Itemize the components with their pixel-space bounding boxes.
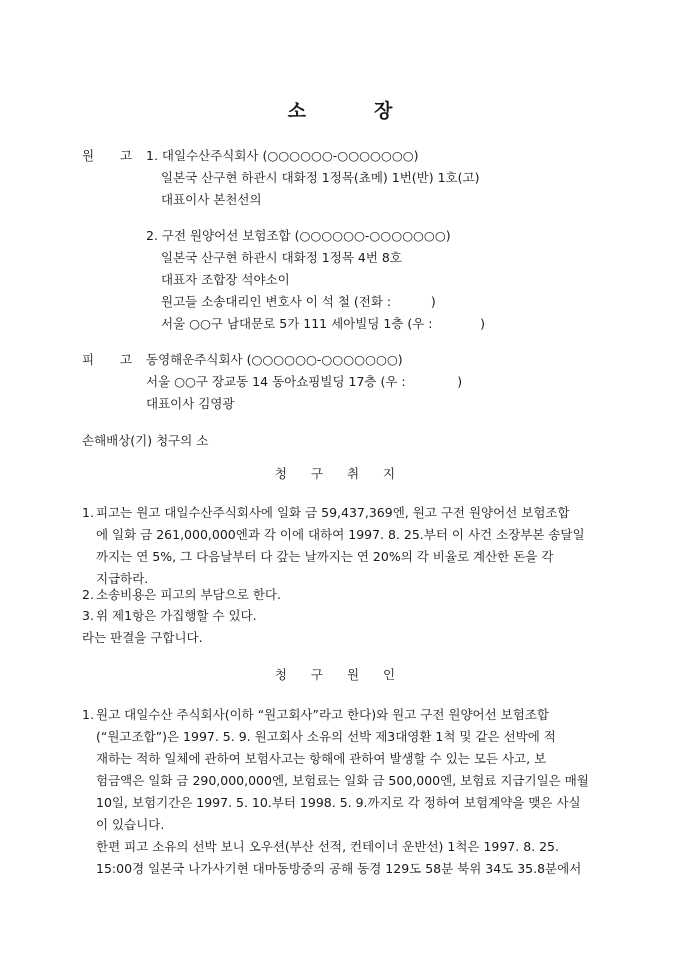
cause-line: 재하는 적하 일체에 관하여 보험사고는 항해에 관하여 발생할 수 있는 모든 사고, 보 — [96, 751, 547, 766]
defendant-label: 피 고 — [82, 352, 144, 367]
claim-item-1 — [82, 502, 598, 590]
cause-paragraph-1 — [82, 704, 598, 880]
claim-line: 소송비용은 피고의 부담으로 한다. — [96, 587, 281, 602]
plaintiff-1-address: 일본국 산구현 하관시 대화정 1정목(쵸메) 1번(반) 1호(고) — [161, 170, 480, 185]
closing-statement: 라는 판결을 구합니다. — [82, 630, 203, 645]
claim-line: 지급하라. — [96, 571, 149, 586]
cause-line: 한편 피고 소유의 선박 보니 오우션(부산 선적, 컨테이너 운반선) 1척은 1997. 8. 25. — [96, 839, 559, 854]
cause-line: 험금액은 일화 금 290,000,000엔, 보험료는 일화 금 500,000엔, 보험료 지급기일은 매월 — [96, 773, 589, 788]
claim-item-3 — [82, 605, 598, 627]
cause-heading: 청 구 원 인 — [274, 667, 406, 682]
cause-number: 1. — [82, 707, 94, 722]
plaintiff-counsel: 원고들 소송대리인 변호사 이 석 철 (전화 : ) — [161, 294, 436, 309]
cause-line: 10일, 보험기간은 1997. 5. 10.부터 1998. 5. 9.까지로 각 정하여 보험계약을 맺은 사실 — [96, 795, 581, 810]
plaintiff-1-representative: 대표이사 본천선의 — [161, 192, 262, 207]
claim-heading: 청 구 취 지 — [274, 466, 406, 481]
plaintiff-2-name: 2. 구전 원양어선 보험조합 (○○○○○○-○○○○○○○) — [146, 228, 451, 243]
claim-line: 피고는 원고 대일수산주식회사에 일화 금 59,437,369엔, 원고 구전 원양어선 보험조합 — [96, 505, 570, 520]
claim-line: 까지는 연 5%, 그 다음날부터 다 갚는 날까지는 연 20%의 각 비율로 계산한 돈을 각 — [96, 549, 554, 564]
plaintiff-2-address: 일본국 산구현 하관시 대화정 1정목 4번 8호 — [161, 250, 402, 265]
plaintiff-2-representative: 대표자 조합장 석야소이 — [161, 272, 290, 287]
claim-number: 2. — [82, 587, 94, 602]
document-title — [0, 96, 680, 123]
title-char-left: 소 — [287, 100, 306, 122]
defendant-address: 서울 ○○구 장교동 14 동아쇼핑빌딩 17층 (우 : ) — [146, 374, 463, 389]
plaintiff-1-name: 1. 대일수산주식회사 (○○○○○○-○○○○○○○) — [146, 148, 419, 163]
defendant-representative: 대표이사 김영광 — [146, 396, 235, 411]
cause-line: 15:00경 일본국 나가사기현 대마동방중의 공해 동경 129도 58분 북위 34도 35.8분에서 — [96, 861, 582, 876]
claim-item-2 — [82, 584, 598, 606]
claim-number: 3. — [82, 608, 94, 623]
cause-line: 이 있습니다. — [96, 817, 165, 832]
cause-line: (“원고조합”)은 1997. 5. 9. 원고회사 소유의 선박 제3대영환 1척 및 같은 선박에 적 — [96, 729, 556, 744]
defendant-name: 동영해운주식회사 (○○○○○○-○○○○○○○) — [146, 352, 403, 367]
cause-line: 원고 대일수산 주식회사(이하 “원고회사”라고 한다)와 원고 구전 원양어선 보험조합 — [96, 707, 549, 722]
claim-line: 에 일화 금 261,000,000엔과 각 이에 대하여 1997. 8. 25.부터 이 사건 소장부본 송달일 — [96, 527, 585, 542]
claim-line: 위 제1항은 가집행할 수 있다. — [96, 608, 257, 623]
plaintiff-label: 원 고 — [82, 148, 144, 163]
title-char-right: 장 — [374, 100, 393, 122]
case-title: 손해배상(기) 청구의 소 — [82, 433, 209, 448]
claim-number: 1. — [82, 505, 94, 520]
plaintiff-counsel-address: 서울 ○○구 남대문로 5가 111 세아빌딩 1층 (우 : ) — [161, 316, 486, 331]
